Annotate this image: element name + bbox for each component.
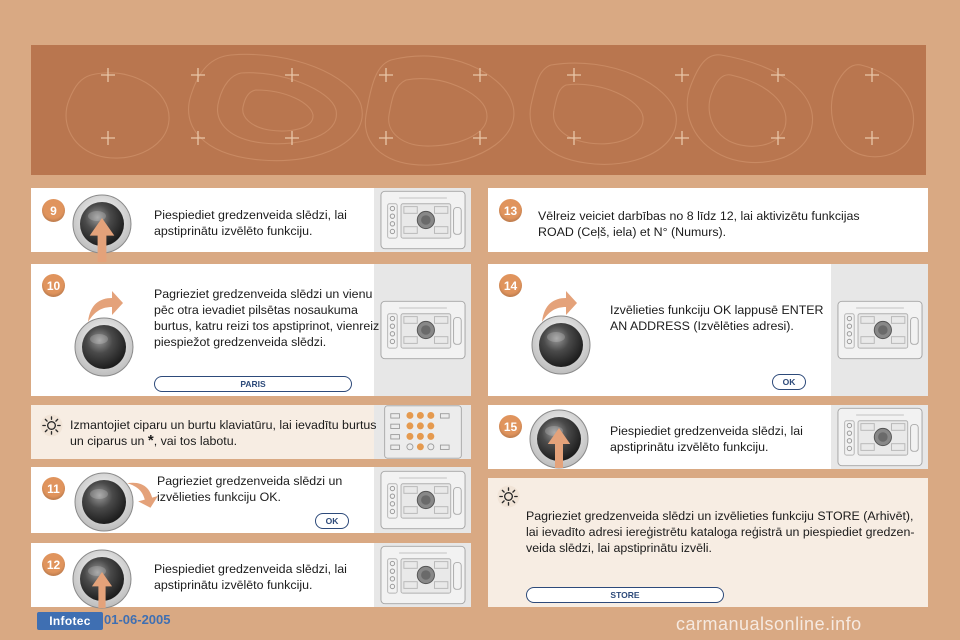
text-line: izvēlieties funkciju OK.	[157, 490, 281, 504]
text-line: ROAD (Ceļš, iela) et N° (Numurs).	[538, 225, 727, 239]
radio-panel-icon	[837, 407, 923, 467]
step-number-badge: 12	[42, 553, 65, 576]
step-14-text	[610, 302, 824, 334]
text-fragment: un ciparus un	[70, 434, 148, 448]
keypad-icon	[380, 405, 466, 459]
radio-thumbnail	[831, 405, 928, 469]
text-line: lai ievadīto adresi iereģistrētu kataloga reģistrā un piespiediet gredzen-	[526, 525, 915, 539]
text-line: Pagrieziet gredzenveida slēdzi un	[157, 474, 343, 488]
radio-panel-icon	[380, 545, 466, 605]
tip-2-text	[526, 508, 914, 556]
tip-sun-icon	[497, 485, 520, 508]
radio-thumbnail	[374, 467, 471, 533]
press-arrow-icon	[88, 218, 116, 262]
star-key-symbol: *	[147, 432, 154, 449]
infotec-logo: Infotec	[37, 612, 103, 630]
text-line: AN ADDRESS (Izvēlēties adresi).	[610, 319, 794, 333]
step-9-text	[154, 207, 347, 239]
footer-date: 01-06-2005	[104, 612, 171, 627]
step-11-text	[157, 473, 342, 505]
text-line: Izmantojiet ciparu un burtu klaviatūru, lai ievadītu burtus	[70, 418, 377, 432]
text-line: burtus, katru reizi tos apstiprinot, vienreiz	[154, 319, 380, 333]
text-line: Vēlreiz veiciet darbības no 8 līdz 12, lai aktivizētu funkcijas	[538, 209, 860, 223]
text-line: apstiprinātu izvēlēto funkciju.	[154, 224, 313, 238]
text-line: Piespiediet gredzenveida slēdzi, lai	[154, 562, 347, 576]
text-fragment: , vai tos labotu.	[153, 434, 238, 448]
radio-thumbnail	[374, 264, 471, 396]
press-arrow-icon	[545, 428, 573, 468]
text-line: apstiprinātu izvēlēto funkciju.	[610, 440, 769, 454]
screen-option-ok: OK	[772, 374, 806, 390]
header-banner	[31, 45, 926, 175]
step-number-badge: 14	[499, 274, 522, 297]
step-number-badge: 9	[42, 199, 65, 222]
radio-panel-icon	[380, 190, 466, 250]
radio-thumbnail	[374, 188, 471, 252]
step-number-badge: 15	[499, 415, 522, 438]
step-number-badge: 11	[42, 477, 65, 500]
topographic-pattern	[31, 45, 926, 175]
radio-panel-icon	[380, 300, 466, 360]
keypad-thumbnail	[374, 405, 471, 459]
watermark: carmanualsonline.info	[676, 614, 862, 634]
text-line: veida slēdzi, lai apstiprinātu izvēli.	[526, 541, 712, 555]
text-line: Piespiediet gredzenveida slēdzi, lai	[154, 208, 347, 222]
text-line: Piespiediet gredzenveida slēdzi, lai	[610, 424, 803, 438]
text-line: Pagrieziet gredzenveida slēdzi un izvēlieties funkciju STORE (Arhivēt),	[526, 509, 914, 523]
radio-panel-icon	[380, 470, 466, 530]
radio-thumbnail	[374, 543, 471, 607]
step-13-text	[538, 208, 860, 240]
rotary-knob-icon	[531, 315, 591, 375]
step-12-text	[154, 561, 347, 593]
press-arrow-icon	[88, 572, 116, 608]
screen-option-paris: PARIS	[154, 376, 352, 392]
step-10-text	[154, 286, 379, 350]
step-number-badge: 13	[499, 199, 522, 222]
step-15-text	[610, 423, 803, 455]
text-line: apstiprinātu izvēlēto funkciju.	[154, 578, 313, 592]
tip-1-text	[70, 417, 377, 449]
step-number-badge: 10	[42, 274, 65, 297]
screen-option-store: STORE	[526, 587, 724, 603]
rotary-knob-icon	[74, 317, 134, 377]
text-line: Pagrieziet gredzenveida slēdzi un vienu	[154, 287, 373, 301]
text-line	[70, 433, 377, 449]
text-line: pēc otra ievadiet pilsētas nosaukuma	[154, 303, 358, 317]
text-line: Izvēlieties funkciju OK lappusē ENTER	[610, 303, 824, 317]
radio-thumbnail	[831, 264, 928, 396]
screen-option-ok: OK	[315, 513, 349, 529]
tip-sun-icon	[40, 414, 63, 437]
radio-panel-icon	[837, 300, 923, 360]
text-line: piespiežot gredzenveida slēdzi.	[154, 335, 327, 349]
